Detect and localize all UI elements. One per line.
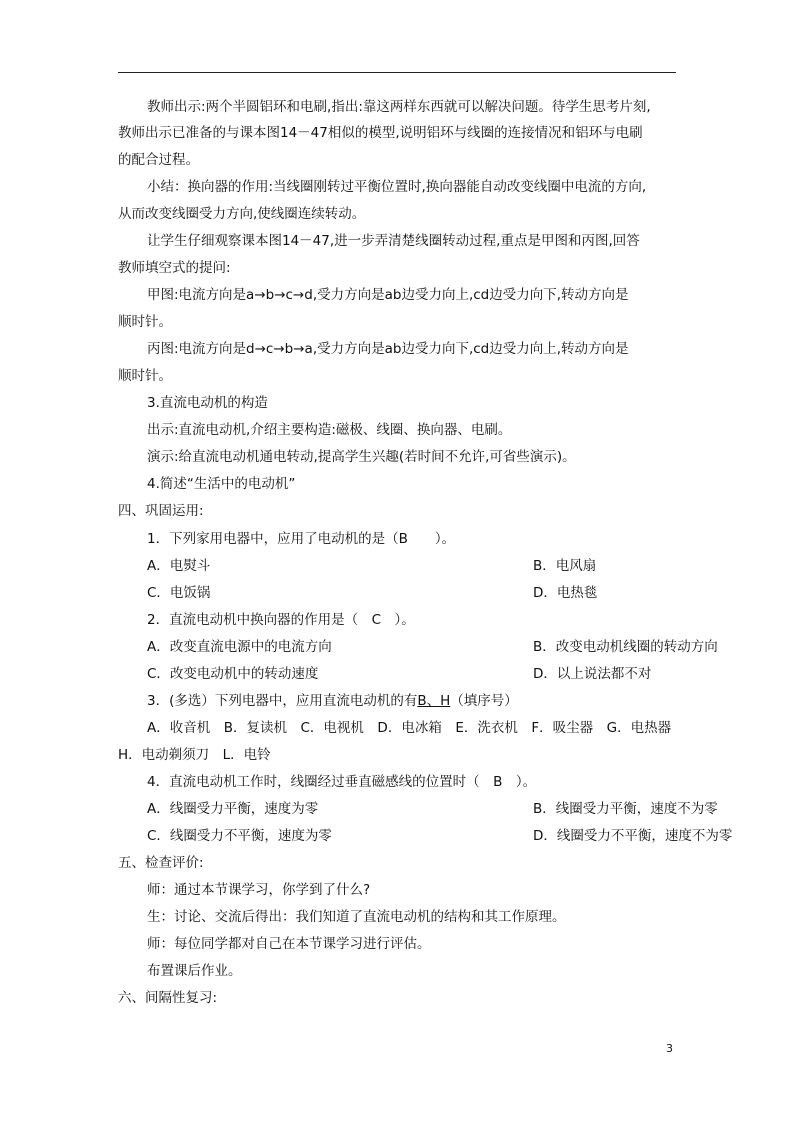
question-3-answer: B、H — [417, 693, 451, 709]
paragraph-line: 小结：换向器的作用:当线圈刚转过平衡位置时,换向器能自动改变线圈中电流的方向, — [147, 179, 647, 195]
paragraph-line: 演示:给直流电动机通电转动,提高学生兴趣(若时间不允许,可省些演示)。 — [147, 449, 576, 465]
paragraph-line: 的配合过程。 — [118, 152, 199, 168]
paragraph-line: 生：讨论、交流后得出：我们知道了直流电动机的结构和其工作原理。 — [147, 909, 566, 925]
subsection-heading: 4.简述“生活中的电动机” — [147, 476, 296, 492]
question-option-row — [147, 827, 733, 845]
paragraph-line: 出示:直流电动机,介绍主要构造:磁极、线圈、换向器、电刷。 — [147, 422, 512, 438]
question-option-row — [147, 584, 598, 602]
option-c: C．改变电动机中的转动速度 — [147, 666, 319, 682]
question-4: 4．直流电动机工作时，线圈经过垂直磁感线的位置时（ B ）。 — [147, 774, 537, 790]
paragraph-line: 教师填空式的提问: — [118, 260, 231, 276]
question-3-options: A．收音机 B．复读机 C．电视机 D．电冰箱 E．洗衣机 F．吸尘器 G．电热器 — [147, 720, 672, 736]
paragraph-line: 顺时针。 — [118, 314, 172, 330]
option-d: D．线圈受力不平衡，速度不为零 — [533, 828, 733, 844]
paragraph-line: 让学生仔细观察课本图14－47,进一步弄清楚线圈转动过程,重点是甲图和丙图,回答 — [147, 233, 640, 249]
question-option-row — [147, 665, 652, 683]
paragraph-line: 布置课后作业。 — [147, 963, 242, 979]
option-b: B．电风扇 — [533, 558, 597, 574]
section-heading: 四、巩固运用: — [118, 503, 204, 519]
question-3-suffix: （填序号） — [450, 693, 518, 709]
question-option-row — [147, 557, 597, 575]
paragraph-line: 从而改变线圈受力方向,使线圈连续转动。 — [118, 206, 366, 222]
question-3-text: 3．(多选）下列电器中，应用直流电动机的有 — [147, 693, 418, 709]
section-heading: 六、间隔性复习: — [118, 990, 218, 1006]
paragraph-line: 教师出示:两个半圆铝环和电刷,指出:靠这两样东西就可以解决问题。待学生思考片刻, — [147, 99, 651, 115]
page-number: 3 — [666, 1042, 673, 1055]
paragraph-line: 教师出示已准备的与课本图14－47相似的模型,说明铝环与线圈的连接情况和铝环与电刷 — [118, 125, 643, 141]
paragraph-line: 师：通过本节课学习，你学到了什么? — [147, 882, 371, 898]
question-option-row — [147, 800, 718, 818]
question-2: 2．直流电动机中换向器的作用是（ C ）。 — [147, 612, 415, 628]
section-heading: 五、检查评价: — [118, 855, 204, 871]
question-option-row — [147, 638, 718, 656]
header-rule — [118, 72, 676, 73]
option-d: D．电热毯 — [533, 585, 598, 601]
question-3 — [147, 692, 518, 710]
question-3-options: H．电动剃须刀 L．电铃 — [118, 747, 271, 763]
paragraph-line: 丙图:电流方向是d→c→b→a,受力方向是ab边受力向下,cd边受力向上,转动方向是 — [147, 341, 629, 357]
question-1: 1．下列家用电器中，应用了电动机的是（B ）。 — [147, 531, 456, 547]
option-d: D．以上说法都不对 — [533, 666, 652, 682]
option-a: A．线圈受力平衡，速度为零 — [147, 801, 319, 817]
subsection-heading: 3.直流电动机的构造 — [147, 395, 268, 411]
option-c: C．电饭锅 — [147, 585, 211, 601]
paragraph-line: 师：每位同学都对自己在本节课学习进行评估。 — [147, 936, 431, 952]
option-a: A．改变直流电源中的电流方向 — [147, 639, 332, 655]
option-a: A．电熨斗 — [147, 558, 211, 574]
paragraph-line: 甲图:电流方向是a→b→c→d,受力方向是ab边受力向上,cd边受力向下,转动方向是 — [147, 287, 629, 303]
option-b: B．改变电动机线圈的转动方向 — [533, 639, 718, 655]
option-b: B．线圈受力平衡，速度不为零 — [533, 801, 718, 817]
option-c: C．线圈受力不平衡，速度为零 — [147, 828, 332, 844]
paragraph-line: 顺时针。 — [118, 368, 172, 384]
